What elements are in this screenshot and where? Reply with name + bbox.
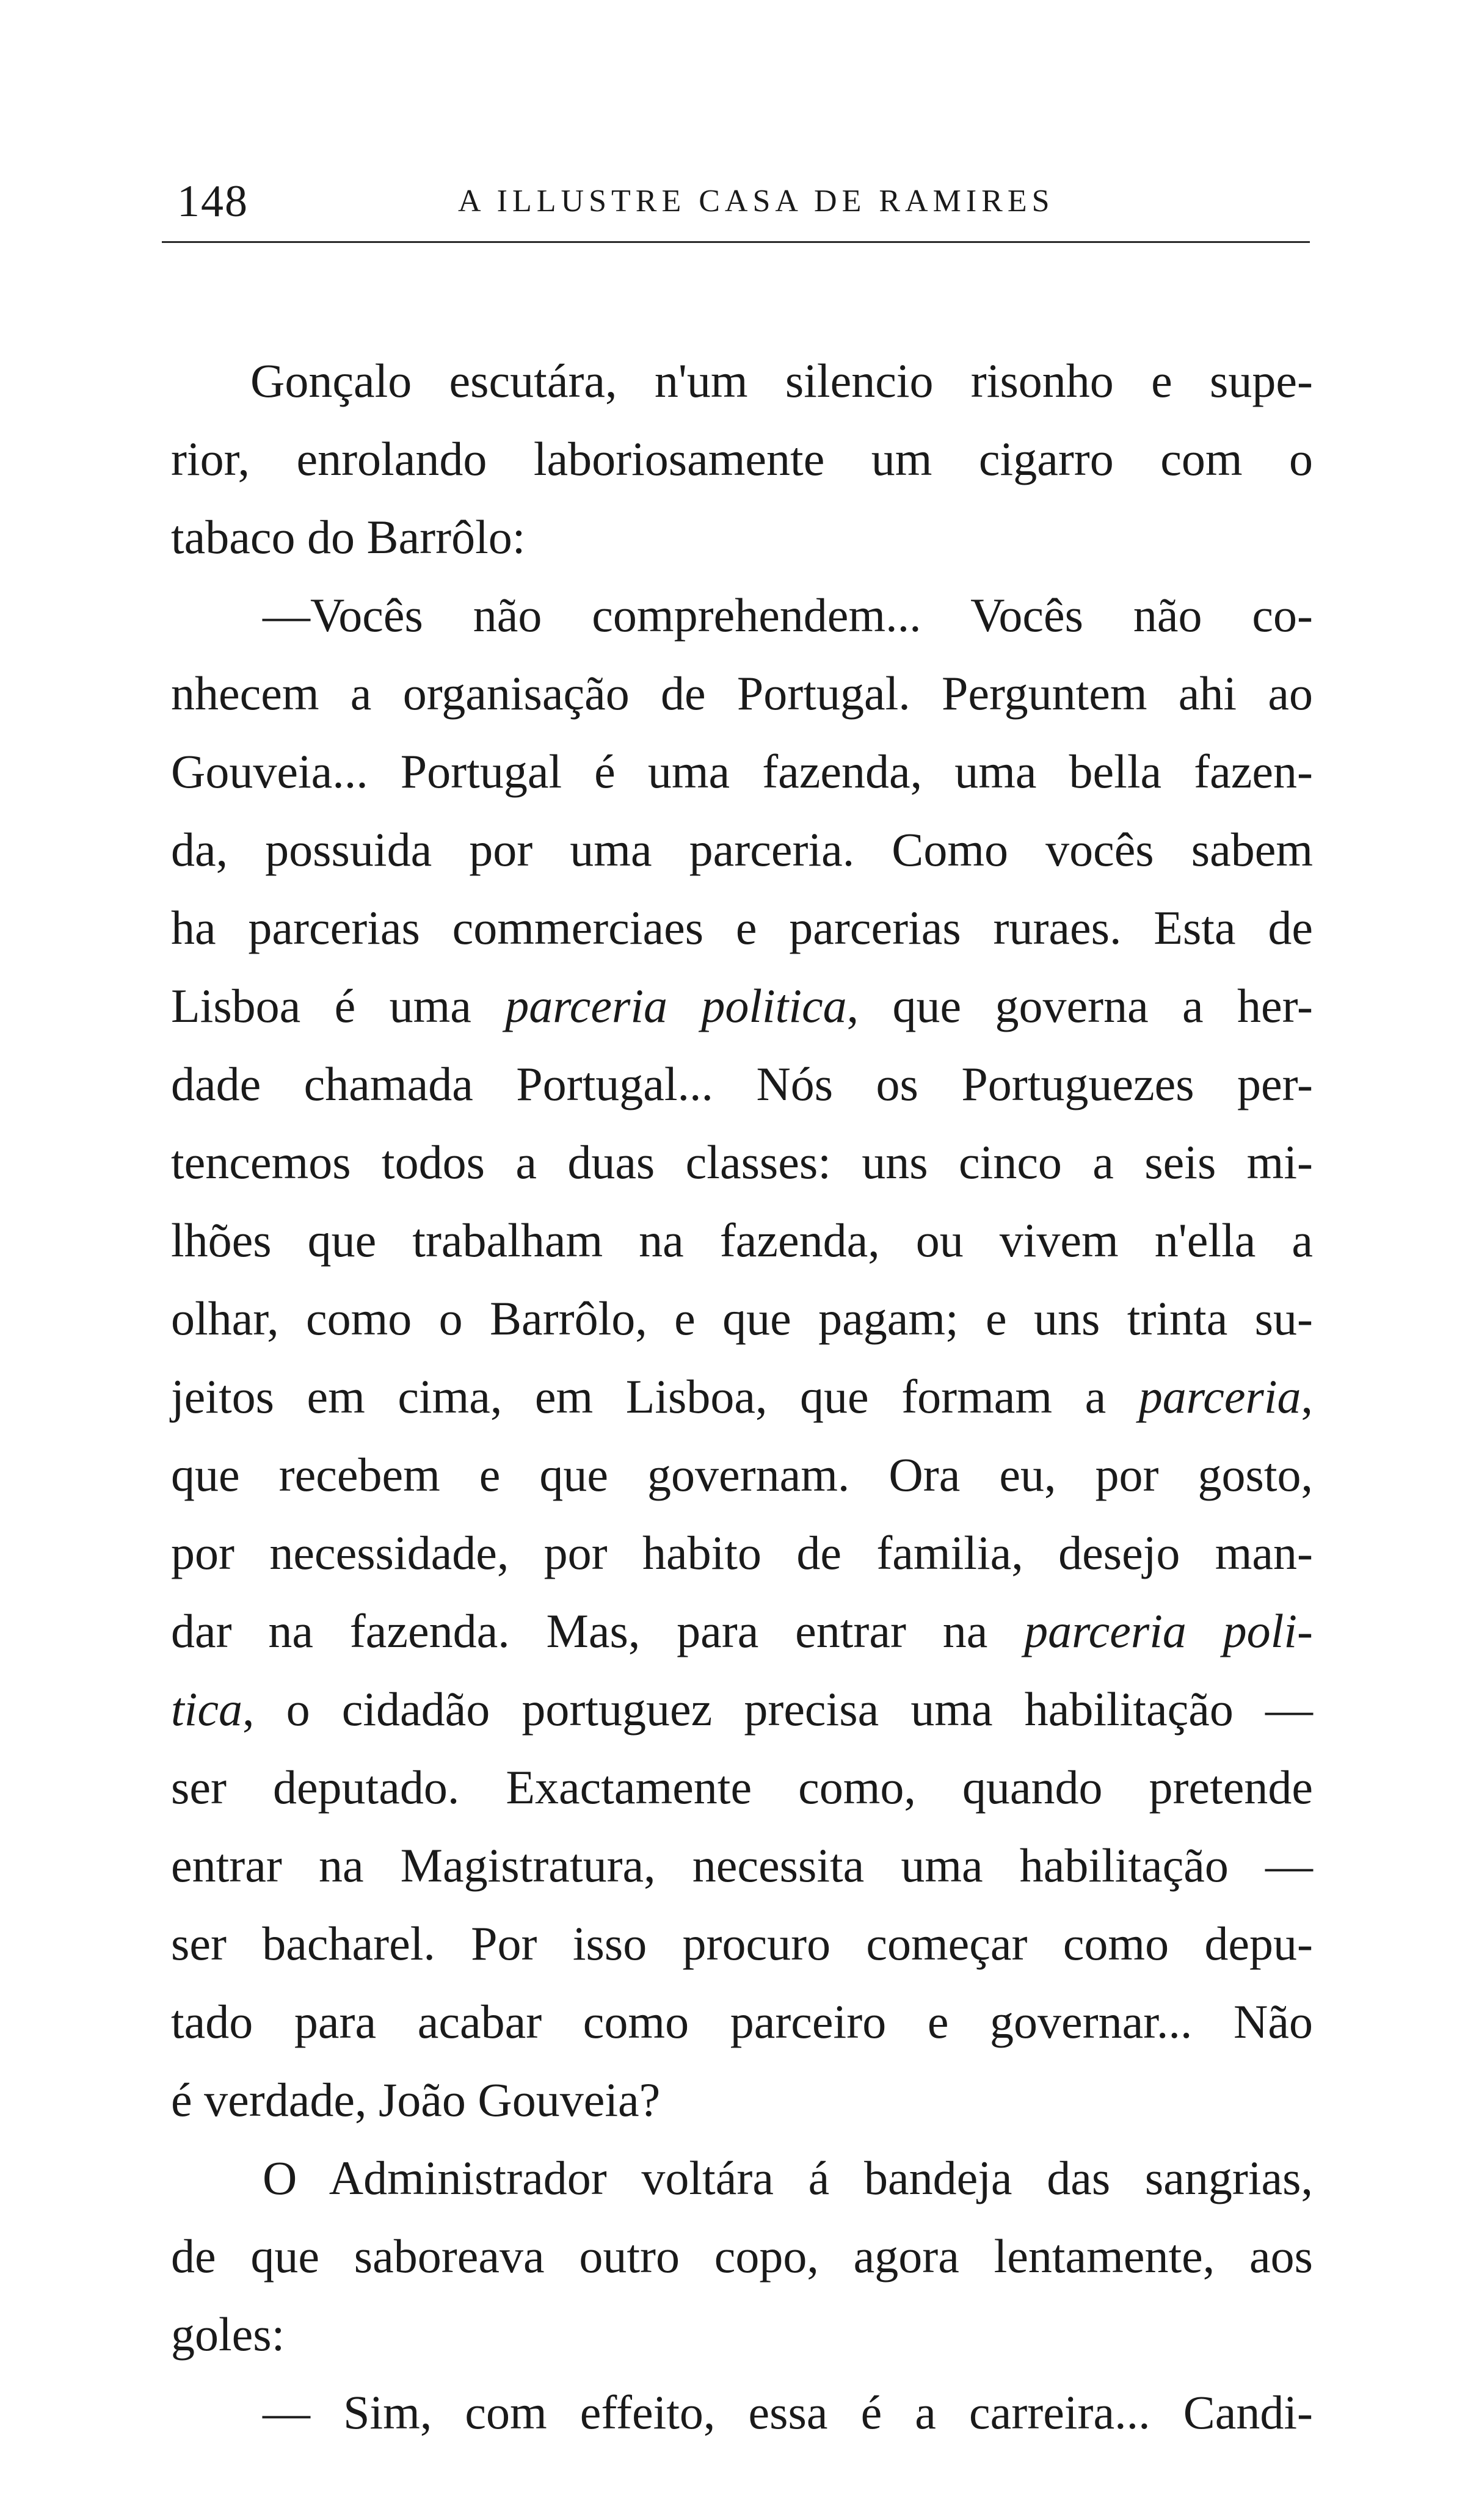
text-line: é verdade, João Gouveia? <box>171 2073 661 2126</box>
text-line: tado para acabar como parceiro e governar... Não <box>171 1995 1313 2048</box>
running-title: A ILLUSTRE CASA DE RAMIRES <box>458 184 1055 219</box>
text-line: Gouveia... Portugal é uma fazenda, uma bella fazen- <box>171 745 1313 798</box>
text-line: que recebem e que governam. Ora eu, por gosto, <box>171 1448 1313 1501</box>
text-line: tencemos todos a duas classes: uns cinco a seis mi- <box>171 1135 1313 1189</box>
text-line: por necessidade, por habito de familia, desejo man- <box>171 1526 1313 1579</box>
text-line: da, possuida por uma parceria. Como vocês sabem <box>171 823 1313 876</box>
text-line: tabaco do Barrôlo: <box>171 510 526 563</box>
text-line: dar na fazenda. Mas, para entrar na parceria poli- <box>171 1604 1313 1657</box>
text-line: Lisboa é uma parceria politica, que governa a her- <box>171 979 1314 1032</box>
text-line: —Vocês não comprehendem... Vocês não co- <box>263 588 1313 642</box>
page-header <box>177 165 1319 232</box>
text-line: jeitos em cima, em Lisboa, que formam a parceria, <box>171 1370 1313 1423</box>
text-line: tica, o cidadão portuguez precisa uma habilitação — <box>171 1682 1313 1736</box>
header-rule <box>162 241 1310 243</box>
text-line: nhecem a organisação de Portugal. Perguntem ahi ao <box>171 667 1313 720</box>
text-line: Gonçalo escutára, n'um silencio risonho e supe- <box>250 354 1313 407</box>
text-line: lhões que trabalham na fazenda, ou vivem n'ella a <box>171 1214 1313 1267</box>
text-line: dade chamada Portugal... Nós os Portuguezes per- <box>171 1057 1313 1110</box>
text-line: goles: <box>171 2308 285 2361</box>
text-line: olhar, como o Barrôlo, e que pagam; e uns trinta su- <box>171 1292 1313 1345</box>
text-line: ha parcerias commerciaes e parcerias ruraes. Esta de <box>171 901 1313 954</box>
text-line: ser bacharel. Por isso procuro começar como depu- <box>171 1917 1313 1970</box>
body-text <box>171 342 1313 2452</box>
text-line: ser deputado. Exactamente como, quando pretende <box>171 1761 1313 1814</box>
page-number: 148 <box>177 176 249 226</box>
text-line: — Sim, com effeito, essa é a carreira... Candi- <box>263 2386 1313 2439</box>
text-line: entrar na Magistratura, necessita uma habilitação — <box>171 1839 1313 1892</box>
text-line: O Administrador voltára á bandeja das sangrias, <box>263 2151 1313 2204</box>
text-line: rior, enrolando laboriosamente um cigarro com o <box>171 432 1313 485</box>
text-line: de que saboreava outro copo, agora lentamente, aos <box>171 2229 1313 2283</box>
